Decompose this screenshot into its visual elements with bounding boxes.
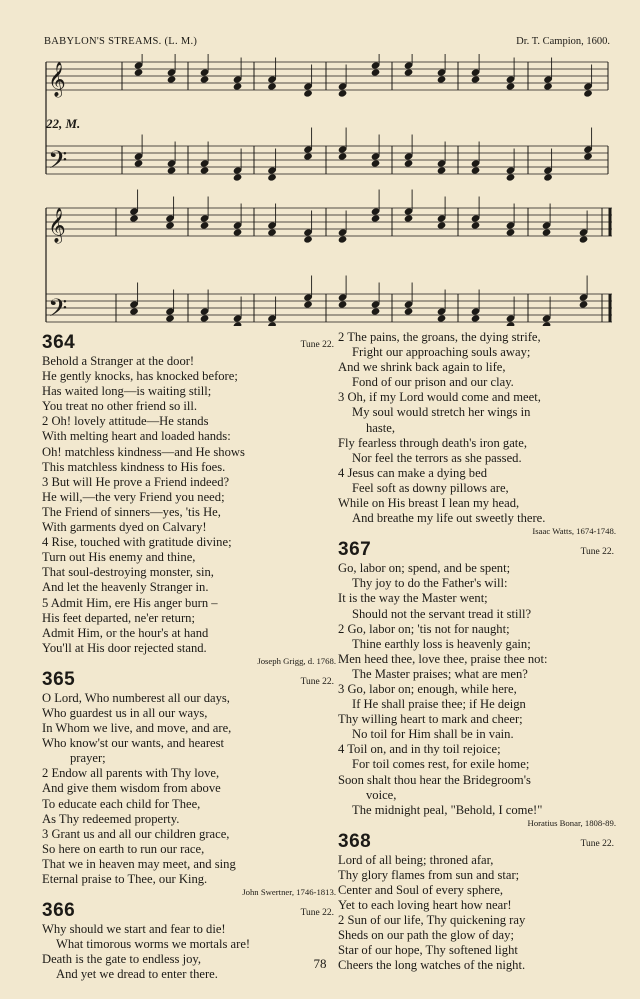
- left-column: [42, 330, 342, 982]
- hymn-number: 368: [338, 830, 372, 852]
- verse-line: That we in heaven may meet, and sing: [42, 856, 236, 871]
- verse-line: And we shrink back again to life,: [338, 360, 506, 375]
- tune-header: [44, 36, 610, 52]
- verse-line: What timorous worms we mortals are!: [56, 937, 251, 952]
- hymn-attribution: Joseph Grigg, d. 1768.: [257, 655, 336, 666]
- verse-line: And let the heavenly Stranger in.: [42, 580, 209, 595]
- note-head: [233, 228, 243, 236]
- note-head: [471, 75, 481, 83]
- note-head: [267, 228, 277, 236]
- hymn-number: 365: [42, 668, 76, 690]
- verse-line: Should not the servant tread it still?: [352, 606, 532, 621]
- hymn-number: 367: [338, 539, 372, 561]
- verse-line: Thine earthly loss is heavenly gain;: [352, 636, 531, 651]
- verse-line: And yet we dread to enter there.: [56, 967, 218, 982]
- note-head: [371, 307, 381, 315]
- tempo-mark: 22, M.: [46, 116, 81, 131]
- verse-line: voice,: [366, 787, 397, 802]
- verse-line: Has waited long—is waiting still;: [42, 384, 212, 399]
- verse-line: Admit Him, or the hour's at hand: [42, 625, 209, 640]
- verse-line: Eternal praise to Thee, our King.: [42, 872, 208, 886]
- verse-line: In Whom we live, and move, and are,: [42, 721, 232, 736]
- note-head: [471, 314, 481, 322]
- verse-line: 2 Endow all parents with Thy love,: [42, 766, 220, 781]
- verse-line: As Thy redeemed property.: [42, 811, 180, 826]
- verse-line: 3 Grant us and all our children grace,: [42, 826, 230, 841]
- verse-line: The Friend of sinners—yes, 'tis He,: [42, 504, 221, 519]
- verse-line: If He shall praise thee; if He deign: [352, 697, 526, 712]
- note-head: [267, 173, 277, 181]
- verse-line: Lord of all being; throned afar,: [338, 852, 494, 867]
- verse-line: 2 Sun of our life, Thy quickening ray: [338, 913, 526, 928]
- verse-line: You treat no other friend so ill.: [42, 399, 198, 414]
- hymn-heading: [338, 831, 622, 853]
- hymn-tune-reference: Tune 22.: [300, 676, 334, 687]
- verse-line: Who guardest us in all our ways,: [42, 705, 208, 720]
- hymn-block: [42, 332, 342, 667]
- note-head: [338, 300, 348, 308]
- note-head: [129, 307, 139, 315]
- bass-clef-icon: 𝄢: [48, 294, 68, 326]
- verse-line: And breathe my life out sweetly there.: [352, 511, 546, 526]
- verse-line: 3 Go, labor on; enough, while here,: [338, 681, 517, 696]
- note-head: [303, 89, 313, 97]
- note-head: [506, 173, 516, 181]
- verse-line: Soon shalt thou hear the Bridegroom's: [338, 772, 531, 787]
- note-head: [167, 166, 177, 174]
- note-head: [134, 68, 144, 76]
- verse-line: Go, labor on; spend, and be spent;: [338, 561, 511, 576]
- note-head: [471, 166, 481, 174]
- verse-line: 3 Oh, if my Lord would come and meet,: [338, 390, 541, 405]
- right-column: [338, 330, 622, 974]
- hymn-heading: [338, 539, 622, 561]
- hymn-tune-reference: Tune 22.: [300, 908, 334, 919]
- note-head: [371, 68, 381, 76]
- note-head: [542, 228, 552, 236]
- verse-line: Oh! matchless kindness—and He shows: [42, 444, 245, 459]
- hymn-number: 366: [42, 900, 76, 922]
- verse-line: Yet to each loving heart how near!: [338, 898, 512, 913]
- verse-line: Why should we start and fear to die!: [42, 922, 226, 937]
- verse-line: He gently knocks, has knocked before;: [42, 369, 238, 384]
- hymn-heading: [42, 332, 342, 354]
- verse-line: My soul would stretch her wings in: [352, 405, 531, 420]
- verse-line: With garments dyed on Calvary!: [42, 520, 207, 535]
- verse-line: O Lord, Who numberest all our days,: [42, 690, 230, 705]
- note-head: [200, 221, 210, 229]
- hymn-attribution: John Swertner, 1746-1813.: [242, 887, 336, 898]
- treble-clef-icon: 𝄞: [48, 62, 66, 97]
- tune-title: BABYLON'S STREAMS. (L. M.): [44, 36, 198, 47]
- note-head: [371, 159, 381, 167]
- note-head: [303, 152, 313, 160]
- verse-line: That soul-destroying monster, sin,: [42, 565, 214, 580]
- verse-line: Cheers the long watches of the night.: [338, 958, 526, 973]
- note-head: [338, 235, 348, 243]
- note-head: [200, 166, 210, 174]
- note-head: [200, 75, 210, 83]
- verse-line: For toil comes rest, for exile home;: [352, 757, 530, 772]
- verse-line: It is the way the Master went;: [338, 591, 488, 606]
- music-score-svg: [40, 54, 620, 326]
- note-head: [506, 82, 516, 90]
- note-head: [167, 75, 177, 83]
- hymn-attribution: Horatius Bonar, 1808-89.: [527, 817, 616, 828]
- verse-line: Men heed thee, love thee, praise thee not:: [338, 651, 548, 666]
- verse-line: Thy joy to do the Father's will:: [352, 576, 508, 591]
- verse-line: 5 Admit Him, ere His anger burn –: [42, 595, 218, 610]
- verse-line: This matchless kindness to His foes.: [42, 459, 226, 474]
- hymn-number: 364: [42, 332, 76, 353]
- note-head: [437, 166, 447, 174]
- verse-line: He will,—the very Friend you need;: [42, 489, 225, 504]
- note-head: [165, 314, 175, 322]
- note-head: [404, 159, 414, 167]
- verse-line: Nor feel the terrors as she passed.: [352, 450, 522, 465]
- note-head: [200, 314, 210, 322]
- hymn-block: [42, 669, 342, 898]
- note-head: [303, 235, 313, 243]
- hymn-tune-reference: Tune 22.: [580, 547, 614, 558]
- note-head: [437, 314, 447, 322]
- hymn-tune-reference: Tune 22.: [580, 838, 614, 849]
- verse-line: Feel soft as downy pillows are,: [352, 480, 509, 495]
- note-head: [583, 89, 593, 97]
- verse-line: With melting heart and loaded hands:: [42, 429, 231, 444]
- verse-line: haste,: [366, 420, 396, 435]
- note-head: [233, 173, 243, 181]
- hymn-attribution: Isaac Watts, 1674-1748.: [532, 526, 616, 537]
- music-score: [40, 54, 620, 326]
- note-head: [303, 300, 313, 308]
- note-head: [404, 68, 414, 76]
- hymn-block: [338, 539, 622, 829]
- note-head: [404, 307, 414, 315]
- note-head: [543, 173, 553, 181]
- note-head: [506, 228, 516, 236]
- note-head: [165, 221, 175, 229]
- verse-line: Fright our approaching souls away;: [352, 345, 531, 360]
- verse-line: Death is the gate to endless joy,: [42, 952, 202, 967]
- verse-line: 2 Go, labor on; 'tis not for naught;: [338, 621, 510, 636]
- treble-clef-icon: 𝄞: [48, 208, 66, 243]
- verse-line: Sheds on our path the glow of day;: [338, 928, 514, 943]
- note-head: [371, 214, 381, 222]
- hymn-block: [338, 330, 622, 537]
- verse-line: Turn out His enemy and thine,: [42, 550, 196, 565]
- verse-line: 2 The pains, the groans, the dying strife,: [338, 330, 541, 344]
- hymn-heading: [42, 669, 342, 691]
- verse-line: 3 But will He prove a Friend indeed?: [42, 474, 230, 489]
- verse-line: prayer;: [70, 751, 106, 766]
- verse-line: Thy willing heart to mark and cheer;: [338, 712, 523, 727]
- verse-line: The midnight peal, "Behold, I come!": [352, 802, 543, 817]
- verse-line: Behold a Stranger at the door!: [42, 354, 195, 368]
- verse-line: To educate each child for Thee,: [42, 796, 201, 811]
- verse-line: Star of our hope, Thy softened light: [338, 943, 518, 958]
- note-head: [129, 214, 139, 222]
- verse-line: Who know'st our wants, and hearest: [42, 736, 225, 751]
- bass-clef-icon: 𝄢: [48, 146, 68, 181]
- note-head: [471, 221, 481, 229]
- hymn-tune-reference: Tune 22.: [300, 340, 334, 350]
- verse-line: While on His breast I lean my head,: [338, 496, 520, 511]
- hymn-heading: [42, 900, 342, 922]
- tune-composer: Dr. T. Campion, 1600.: [516, 36, 610, 47]
- verse-line: 4 Rise, touched with gratitude divine;: [42, 535, 232, 550]
- verse-line: 4 Jesus can make a dying bed: [338, 465, 487, 480]
- note-head: [134, 159, 144, 167]
- hymn-block: [338, 831, 622, 974]
- note-head: [437, 75, 447, 83]
- note-head: [404, 214, 414, 222]
- verse-line: Fond of our prison and our clay.: [352, 375, 514, 390]
- note-head: [267, 82, 277, 90]
- verse-line: Center and Soul of every sphere,: [338, 883, 504, 897]
- page-number: 78: [313, 956, 327, 971]
- note-head: [338, 89, 348, 97]
- verse-line: His feet departed, ne'er return;: [42, 610, 195, 625]
- note-head: [233, 82, 243, 90]
- note-head: [579, 235, 589, 243]
- note-head: [579, 300, 589, 308]
- verse-line: No toil for Him shall be in vain.: [352, 727, 514, 742]
- verse-line: Fly fearless through death's iron gate,: [338, 435, 528, 450]
- verse-line: 4 Toil on, and in thy toil rejoice;: [338, 742, 501, 757]
- verse-line: So here on earth to run our race,: [42, 841, 205, 856]
- verse-line: And give them wisdom from above: [42, 781, 221, 796]
- verse-line: You'll at His door rejected stand.: [42, 640, 207, 655]
- note-head: [338, 152, 348, 160]
- verse-line: Thy glory flames from sun and star;: [338, 867, 520, 882]
- verse-line: The Master praises; what are men?: [352, 666, 528, 681]
- verse-line: 2 Oh! lovely attitude—He stands: [42, 414, 209, 429]
- note-head: [583, 152, 593, 160]
- note-head: [437, 221, 447, 229]
- note-head: [543, 82, 553, 90]
